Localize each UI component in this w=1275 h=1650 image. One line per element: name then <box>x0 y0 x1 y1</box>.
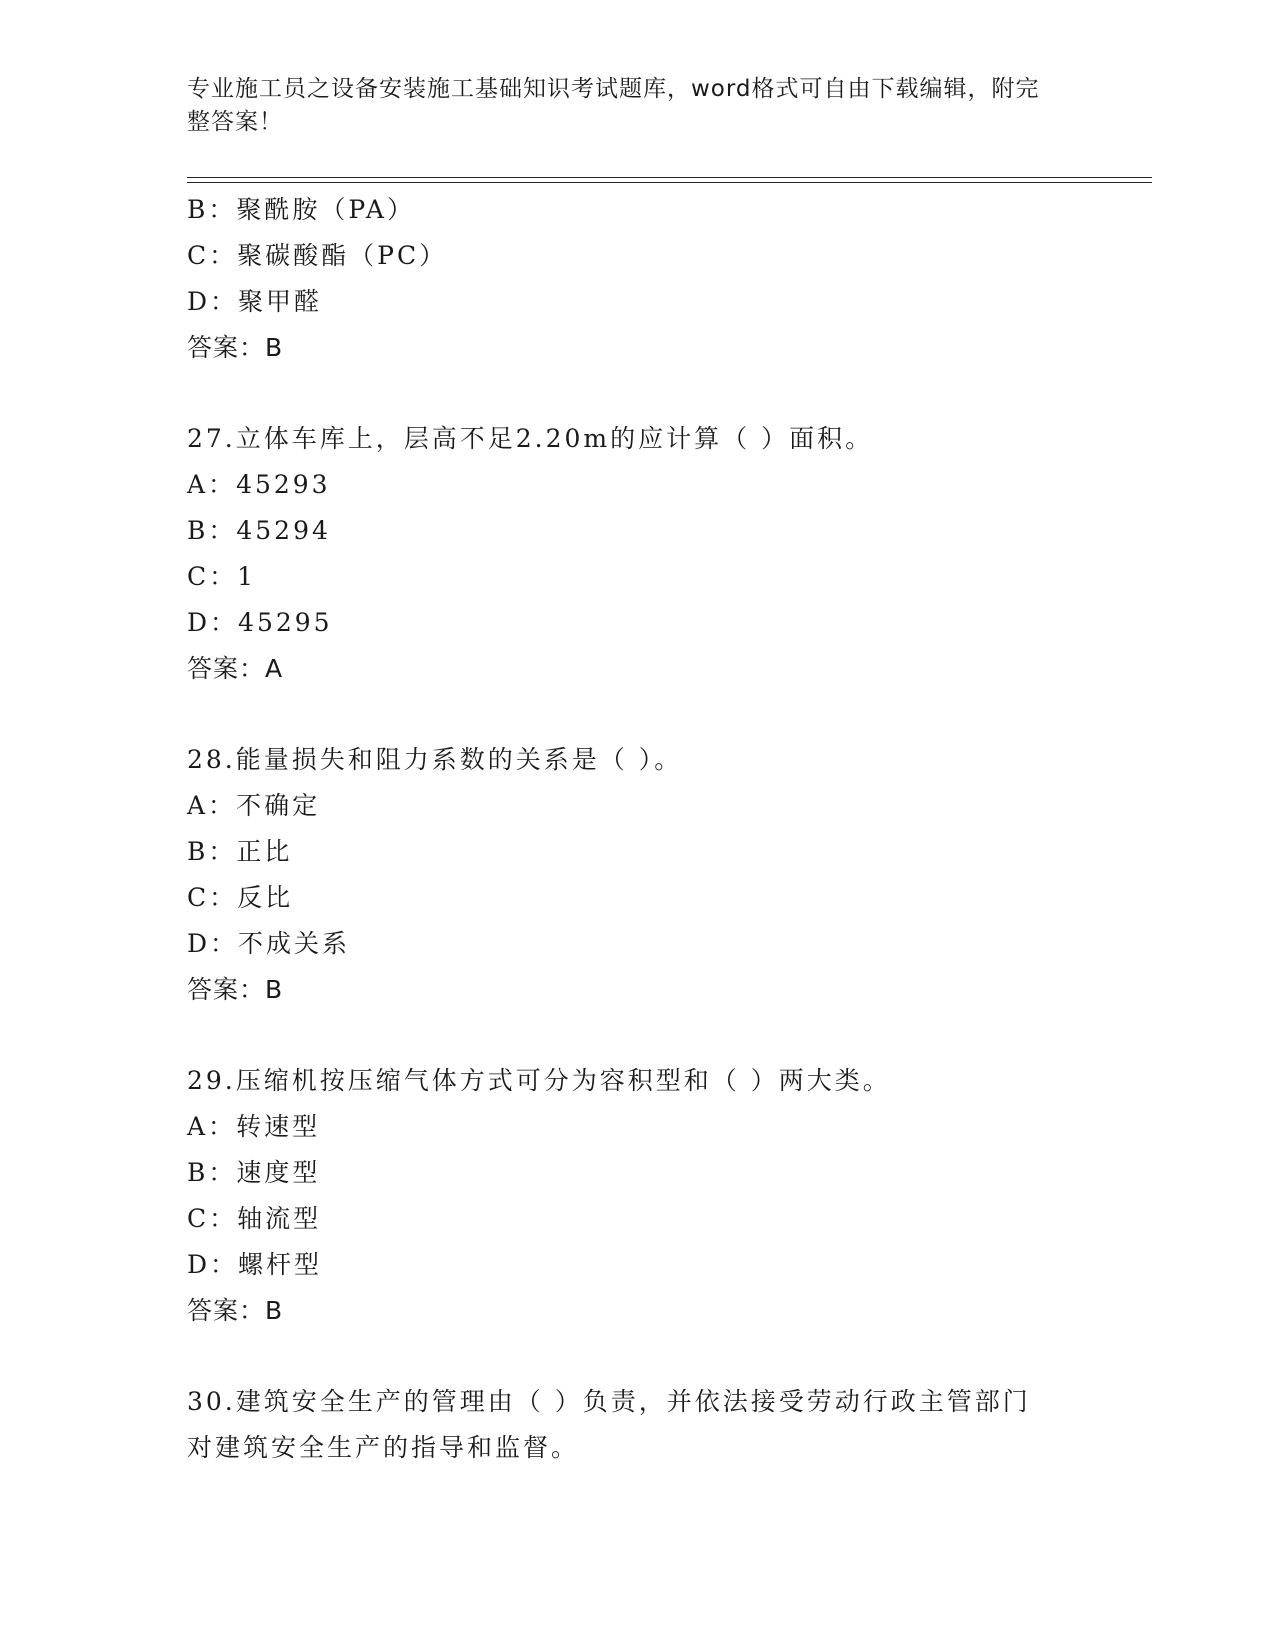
option-b: B：聚酰胺（PA） <box>187 195 415 224</box>
answer-line: 答案：B <box>187 333 284 362</box>
document-header <box>187 73 1067 139</box>
option-a: A：转速型 <box>187 1112 321 1141</box>
option-b: B：正比 <box>187 837 293 866</box>
question-stem: 28.能量损失和阻力系数的关系是（ ）。 <box>187 745 683 774</box>
question-30 <box>187 1379 1067 1471</box>
question-stem-line-1: 30.建筑安全生产的管理由（ ）负责，并依法接受劳动行政主管部门 <box>187 1387 1031 1416</box>
header-divider-bottom <box>187 182 1152 183</box>
header-line-2: 整答案！ <box>187 109 283 135</box>
option-d: D：螺杆型 <box>187 1250 323 1279</box>
answer-line: 答案：A <box>187 654 284 683</box>
option-c: C：聚碳酸酯（PC） <box>187 241 448 270</box>
option-b: B：速度型 <box>187 1158 321 1187</box>
question-27 <box>187 416 1067 692</box>
question-stem: 29.压缩机按压缩气体方式可分为容积型和（ ）两大类。 <box>187 1066 891 1095</box>
header-line-1: 专业施工员之设备安装施工基础知识考试题库，word格式可自由下载编辑，附完 <box>187 76 1040 102</box>
option-c: C：轴流型 <box>187 1204 322 1233</box>
question-29 <box>187 1058 1067 1334</box>
question-list <box>187 187 1067 1471</box>
option-b: B：45294 <box>187 516 331 545</box>
option-d: D：聚甲醛 <box>187 287 323 316</box>
answer-line: 答案：B <box>187 975 284 1004</box>
question-28 <box>187 737 1067 1013</box>
question-stem-line-2: 对建筑安全生产的指导和监督。 <box>187 1433 580 1462</box>
option-a: A：不确定 <box>187 791 321 820</box>
question-26-continued <box>187 187 1067 371</box>
option-d: D：45295 <box>187 608 333 637</box>
answer-line: 答案：B <box>187 1296 284 1325</box>
header-divider-top <box>187 177 1152 178</box>
option-d: D：不成关系 <box>187 929 351 958</box>
option-a: A：45293 <box>187 470 331 499</box>
option-c: C：反比 <box>187 883 294 912</box>
question-stem: 27.立体车库上，层高不足2.20m的应计算（ ）面积。 <box>187 424 874 453</box>
option-c: C：1 <box>187 562 257 591</box>
